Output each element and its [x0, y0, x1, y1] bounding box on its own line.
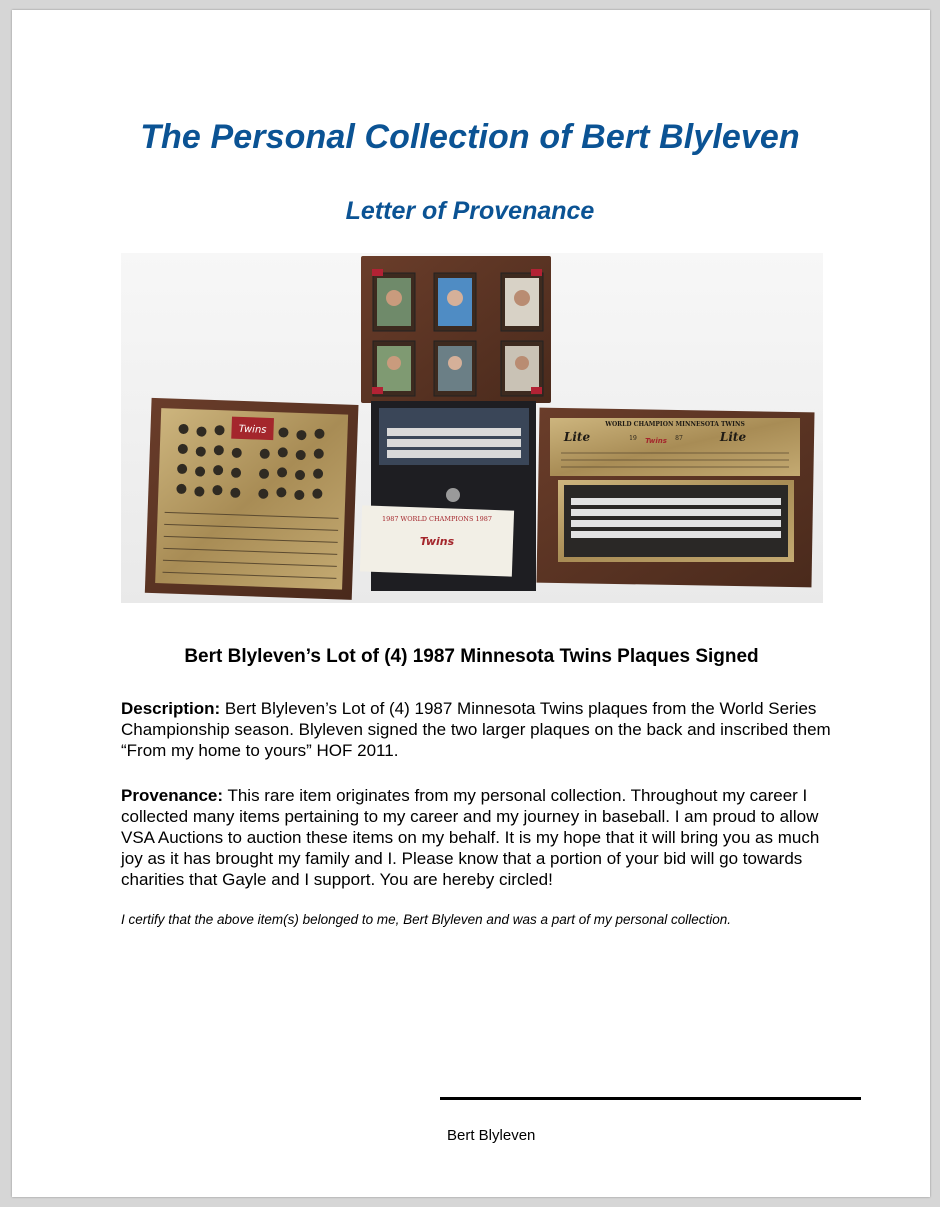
- provenance-paragraph: [121, 785, 831, 890]
- right-plaque-year-left: 19: [629, 435, 637, 442]
- document-title: The Personal Collection of Bert Blyleven: [140, 118, 800, 156]
- plaques-photo: [121, 253, 823, 603]
- description-text: Bert Blyleven’s Lot of (4) 1987 Minnesota Twins plaques from the World Series Championship season. Blyleven signed the two larger plaques on the back and inscribed them “From my home to yours” HOF 2011.: [121, 699, 831, 760]
- right-plaque: [537, 408, 815, 588]
- right-plaque-year-right: 87: [675, 435, 683, 442]
- provenance-text: This rare item originates from my personal collection. Throughout my career I collected many items pertaining to my career and my journey in baseball. I am proud to allow VSA Auctions to auction these items on my behalf. It is my hope that it will bring you as much joy as it has brought my family and I. Please know that a portion of your bid will go towards charities that Gayle and I support. You are hereby circled!: [121, 786, 820, 889]
- left-plaque-team: Twins: [238, 423, 267, 436]
- right-plaque-team: Twins: [645, 437, 667, 445]
- document-page: [12, 10, 930, 1197]
- document-subtitle: Letter of Provenance: [345, 197, 595, 225]
- description-label: Description:: [121, 699, 221, 718]
- provenance-label: Provenance:: [121, 786, 224, 805]
- center-plaque-team: Twins: [419, 535, 455, 548]
- center-plaque-label: 1987 WORLD CHAMPIONS 1987: [381, 515, 493, 523]
- signature-line: [440, 1097, 861, 1100]
- right-plaque-header: WORLD CHAMPION MINNESOTA TWINS: [605, 421, 745, 428]
- lot-heading: Bert Blyleven’s Lot of (4) 1987 Minnesota Twins Plaques Signed: [184, 646, 759, 667]
- certification-statement: I certify that the above item(s) belonged to me, Bert Blyleven and was a part of my personal collection.: [121, 912, 732, 927]
- signature-name: Bert Blyleven: [447, 1127, 536, 1144]
- left-plaque: [145, 398, 359, 600]
- description-paragraph: [121, 698, 831, 761]
- card-plaque: [361, 256, 551, 403]
- right-plaque-brand-left: Lite: [563, 430, 591, 444]
- center-plaque: [360, 401, 536, 591]
- right-plaque-brand-right: Lite: [719, 430, 747, 444]
